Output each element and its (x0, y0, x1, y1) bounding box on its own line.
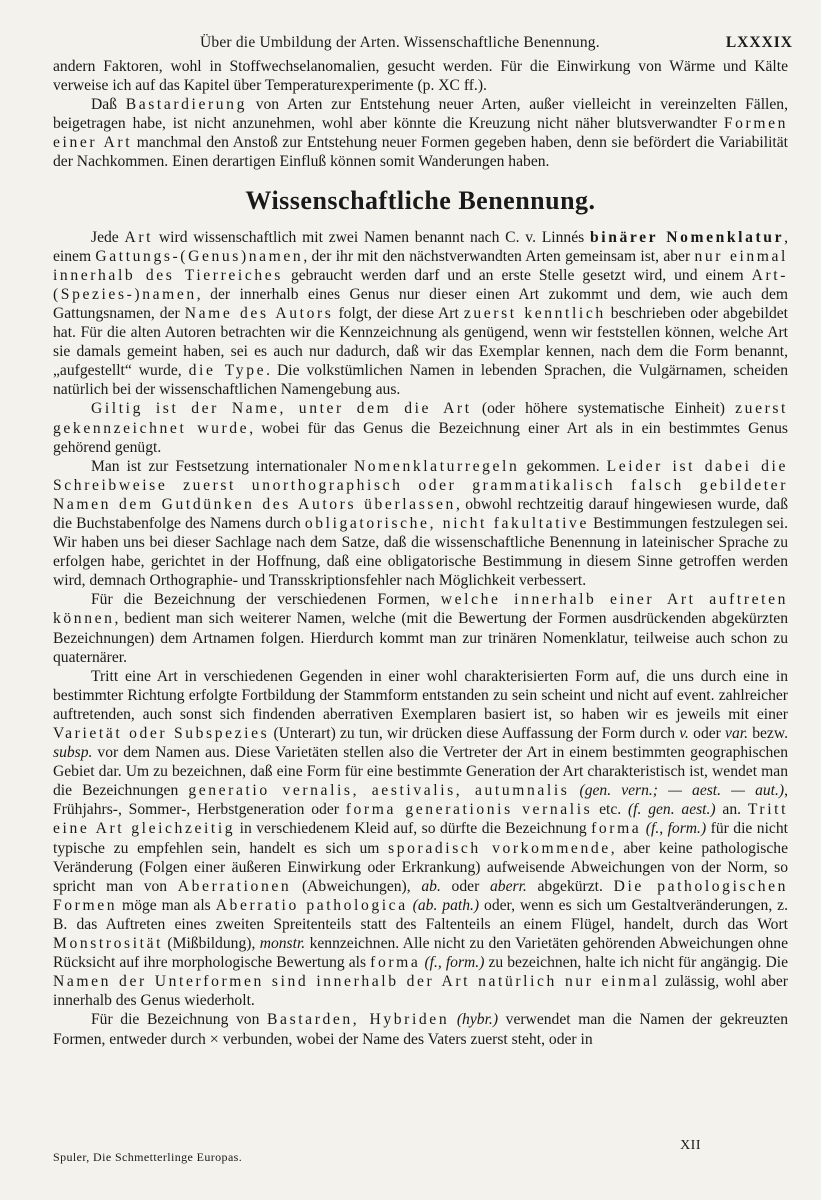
text-run: für die nicht typische zu empfehlen sein, handelt es sich um (53, 820, 788, 857)
abbrev: (gen. vern.; — aest. — aut.) (569, 782, 785, 800)
text-run: , aber keine pathologische Veränderung (Folgen einer äußeren Einwirkung oder Erkrankung) aufweisende Abweichungen von der Norm, so spricht man von (53, 839, 788, 895)
emphasis: Nomenklaturregeln (353, 457, 520, 475)
intro-paragraph-1: andern Faktoren, wohl in Stoffwechselanomalien, gesucht werden. Für die Einwirkung von Wärme und Kälte verweise ich auf das Kapitel über Temperaturexperimente (p. XC ff.). (53, 58, 788, 95)
signature-mark: XII (680, 1138, 701, 1153)
book-citation: Spuler, Die Schmetterlinge Europas. (53, 1150, 243, 1164)
emphasis: forma generationis vernalis (345, 801, 593, 819)
running-title: Über die Umbildung der Arten. Wissenschaftliche Benennung. (200, 34, 600, 51)
text-run: oder (440, 877, 490, 895)
text-run: Daß (91, 96, 126, 114)
emphasis: binärer Nomenklatur (590, 228, 785, 246)
text-run: kennzeichnen. Alle nicht zu den Varietäten gehörenden Abweichungen ohne Rücksicht auf ihre morphologische Bewertung als (53, 935, 788, 972)
text-run: in verschiedenem Kleid auf, so dürfte die Bezeichnung (235, 820, 592, 838)
text-run: (Unterart) zu tun, wir drücken diese Auffassung der Form durch (269, 725, 680, 742)
section-heading: Wissenschaftliche Benennung. (245, 185, 596, 215)
text-run: Für die Bezeichnung von (91, 1011, 268, 1029)
emphasis-bastardierung: Bastardierung (125, 96, 247, 114)
emphasis: welche innerhalb einer Art auftreten können (53, 591, 788, 628)
section-paragraph-4 (53, 590, 788, 666)
section-paragraph-5 (53, 667, 788, 1011)
text-run: Für die Bezeichnung der verschiedenen Formen, (91, 591, 441, 609)
text-run: , wobei für das Genus die Bezeichnung einer Art als in ein bestimmtes Genus gehörend genügt. (53, 419, 788, 456)
emphasis: Bastarden, Hybriden (267, 1011, 450, 1029)
emphasis: Gattungs-(Genus)namen (95, 247, 304, 265)
text-run: Man ist zur Festsetzung internationaler (91, 457, 354, 475)
intro-paragraph-2 (53, 95, 788, 171)
abbrev: ab. (421, 877, 441, 895)
text-run: oder, wenn es sich um Gestaltveränderungen, z. B. das Auftreten eines zweiten Spreitenteils statt des Faltenteils an einem Flügel, handelt, durch das Wort (53, 896, 788, 933)
page-header (30, 34, 793, 56)
text-run: . Die volkstümlichen Namen in lebenden Sprachen, die Vulgärnamen, scheiden natürlich bei der wissenschaftlichen Namengebung aus. (53, 362, 788, 399)
emphasis: nur einmal innerhalb des Tierreiches (53, 247, 788, 284)
emphasis: generatio vernalis, aestivalis, autumnalis (188, 782, 570, 800)
text-run: , obwohl rechtzeitig darauf hingewiesen wurde, daß die Buchstabenfolge des Namens durch (53, 495, 788, 532)
section-paragraph-1 (53, 228, 788, 400)
emphasis: forma (591, 820, 642, 838)
text-run: abgekürzt. (526, 877, 614, 895)
abbrev: (ab. path.) (407, 896, 480, 914)
text-run: , Frühjahrs-, Sommer-, Herbstgeneration oder (53, 782, 788, 819)
text-run: oder (688, 725, 726, 742)
text-run: , der ihr mit den nächstverwandten Arten gemeinsam ist, aber (303, 247, 695, 265)
text-run: verwendet man die Namen der gekreuzten Formen, entweder durch (53, 1011, 788, 1048)
text-run: zulässig, wohl aber innerhalb des Genus wiederholt. (53, 973, 788, 1010)
abbrev: var. (725, 725, 749, 742)
text-run: (Abweichungen), (291, 877, 422, 895)
text-run: von Arten zur Entstehung neuer Arten, außer vielleicht in vereinzelten Fällen, beigetragen habe, ist nicht anzunehmen, wohl aber könnte die Kreuzung nicht näher blutsverwandter (53, 96, 788, 133)
emphasis: Aberratio pathologica (215, 896, 408, 914)
text-run: möge man als (117, 896, 216, 914)
text-run: (Mißbildung), (163, 935, 260, 953)
text-run: manchmal den Anstoß zur Entstehung neuer Formen gegeben haben, denn sie befördert die Variabilität der Nachkommen. Einen derartigen Einfluß können somit Wanderungen haben. (53, 134, 788, 171)
emphasis: forma (370, 954, 421, 972)
emphasis: Art (124, 228, 154, 246)
emphasis: Art-(Spezies-)namen (53, 266, 788, 303)
emphasis: sporadisch vorkommende (388, 839, 611, 857)
text-run: gebraucht werden darf und an erste Stelle gesetzt wird, und einem (282, 266, 752, 284)
text-run: wird wissenschaftlich mit zwei Namen benannt nach C. v. Linnés (153, 228, 590, 246)
abbrev: v. (679, 725, 689, 742)
cross-icon: × (209, 1030, 219, 1048)
abbrev: monstr. (259, 935, 306, 953)
text-run: Bestimmungen festzulegen sei. Wir haben uns bei dieser Sachlage nach dem Satze, daß die wissenschaftliche Benennung in lateinischer Sprache zu erfolgen habe, gerichtet in der Hoffnung, daß eine obligatorische Bestimmung in diesem Sinne getroffen werden wird, demnach Orthographie- und Transskriptionsfehler nach Möglichkeit verbessert. (53, 514, 788, 590)
abbrev: (hybr.) (449, 1011, 499, 1029)
emphasis: Varietät oder Subspezies (53, 725, 270, 742)
emphasis: Name des Autors (184, 304, 334, 322)
text-run: an. (715, 801, 748, 819)
emphasis: Giltig ist der Name, unter dem die Art (91, 400, 472, 418)
emphasis: die Type (188, 362, 267, 380)
text-run: , einem (53, 228, 789, 265)
emphasis: Leider ist dabei die Schreibweise zuerst unorthographisch oder grammatikalisch falsch gebildeter Namen dem Gutdünken des Autors überlassen (53, 457, 788, 513)
text-run: vor dem Namen aus. Diese Varietäten stellen also die Vertreter der Art in einem bestimmten geographischen Gebiet dar. Um zu bezeichnen, daß eine Form für eine bestimmte Generation der Art charakteristisch ist, wendet man die Bezeichnungen (53, 744, 788, 800)
emphasis: zuerst kenntlich (463, 304, 606, 322)
section-paragraph-3 (53, 457, 788, 591)
section-paragraph-6 (53, 1010, 788, 1048)
text-run: beschrieben oder abgebildet hat. Für die alten Autoren betrachten wir die Kennzeichnung als genügend, wenn wir feststellen können, welche Art sie damals gemeint haben, sei es auch nur dadurch, daß wir das Exemplar kennen, nach dem die Form benannt, „aufgestellt“ wurde, (53, 304, 788, 380)
text-run: zu bezeichnen, halte ich nicht für angängig. Die (484, 954, 788, 972)
emphasis: zuerst gekennzeichnet wurde (53, 400, 788, 437)
text-run: , der innerhalb eines Genus nur dieser einen Art zukommt und dem, wie auch dem Gattungsnamen, der (53, 285, 788, 322)
abbrev: aberr. (489, 877, 527, 895)
abbrev: (f., form.) (641, 820, 707, 838)
text-run: Jede (91, 228, 125, 246)
section-paragraph-2 (53, 399, 788, 456)
emphasis: Monstrosität (53, 935, 164, 953)
page-footer (53, 1138, 781, 1168)
abbrev: (f. gen. aest.) (627, 801, 716, 819)
text-run: Tritt eine Art in verschiedenen Gegenden in einer wohl charakterisierten Form auf, die uns durch eine in bestimmter Richtung erfolgte Fortbildung der Stammform entstanden zu sein scheint und nicht auf event. zahlreicher auftretenden, auch sonst sich findenden aberrativen Exemplaren basiert ist, so haben wir es jeweils mit einer (53, 667, 788, 723)
text-run: , bedient man sich weiterer Namen, welche (mit die Bewertung der Formen ausdrückenden abgekürzten Bezeichnungen) dem Artnamen folgen. Hierdurch kommt man zur trinären Nomenklatur, teilweise auch schon zu quaternärer. (53, 610, 788, 666)
abbrev: (f., form.) (420, 954, 485, 972)
emphasis: Namen der Unterformen sind innerhalb der Art natürlich nur einmal (53, 973, 660, 991)
emphasis: Die pathologischen Formen (53, 877, 789, 914)
text-run: (oder höhere systematische Einheit) (471, 400, 736, 418)
text-run: bezw. (748, 725, 788, 742)
text-run: gekommen. (519, 457, 607, 475)
text-run: etc. (592, 801, 628, 819)
text-run: folgt, der diese Art (333, 304, 464, 322)
emphasis: Aberrationen (177, 877, 292, 895)
emphasis: Tritt eine Art gleichzeitig (53, 801, 788, 838)
page-number: LXXXIX (725, 34, 793, 51)
page-body (53, 57, 788, 1049)
emphasis-formen-einer-art: Formen einer Art (53, 115, 788, 152)
abbrev: subsp. (53, 744, 93, 762)
emphasis: obligatorische, nicht fakultative (304, 514, 589, 532)
text-run: verbunden, wobei der Name des Vaters zuerst steht, oder in (218, 1030, 593, 1048)
